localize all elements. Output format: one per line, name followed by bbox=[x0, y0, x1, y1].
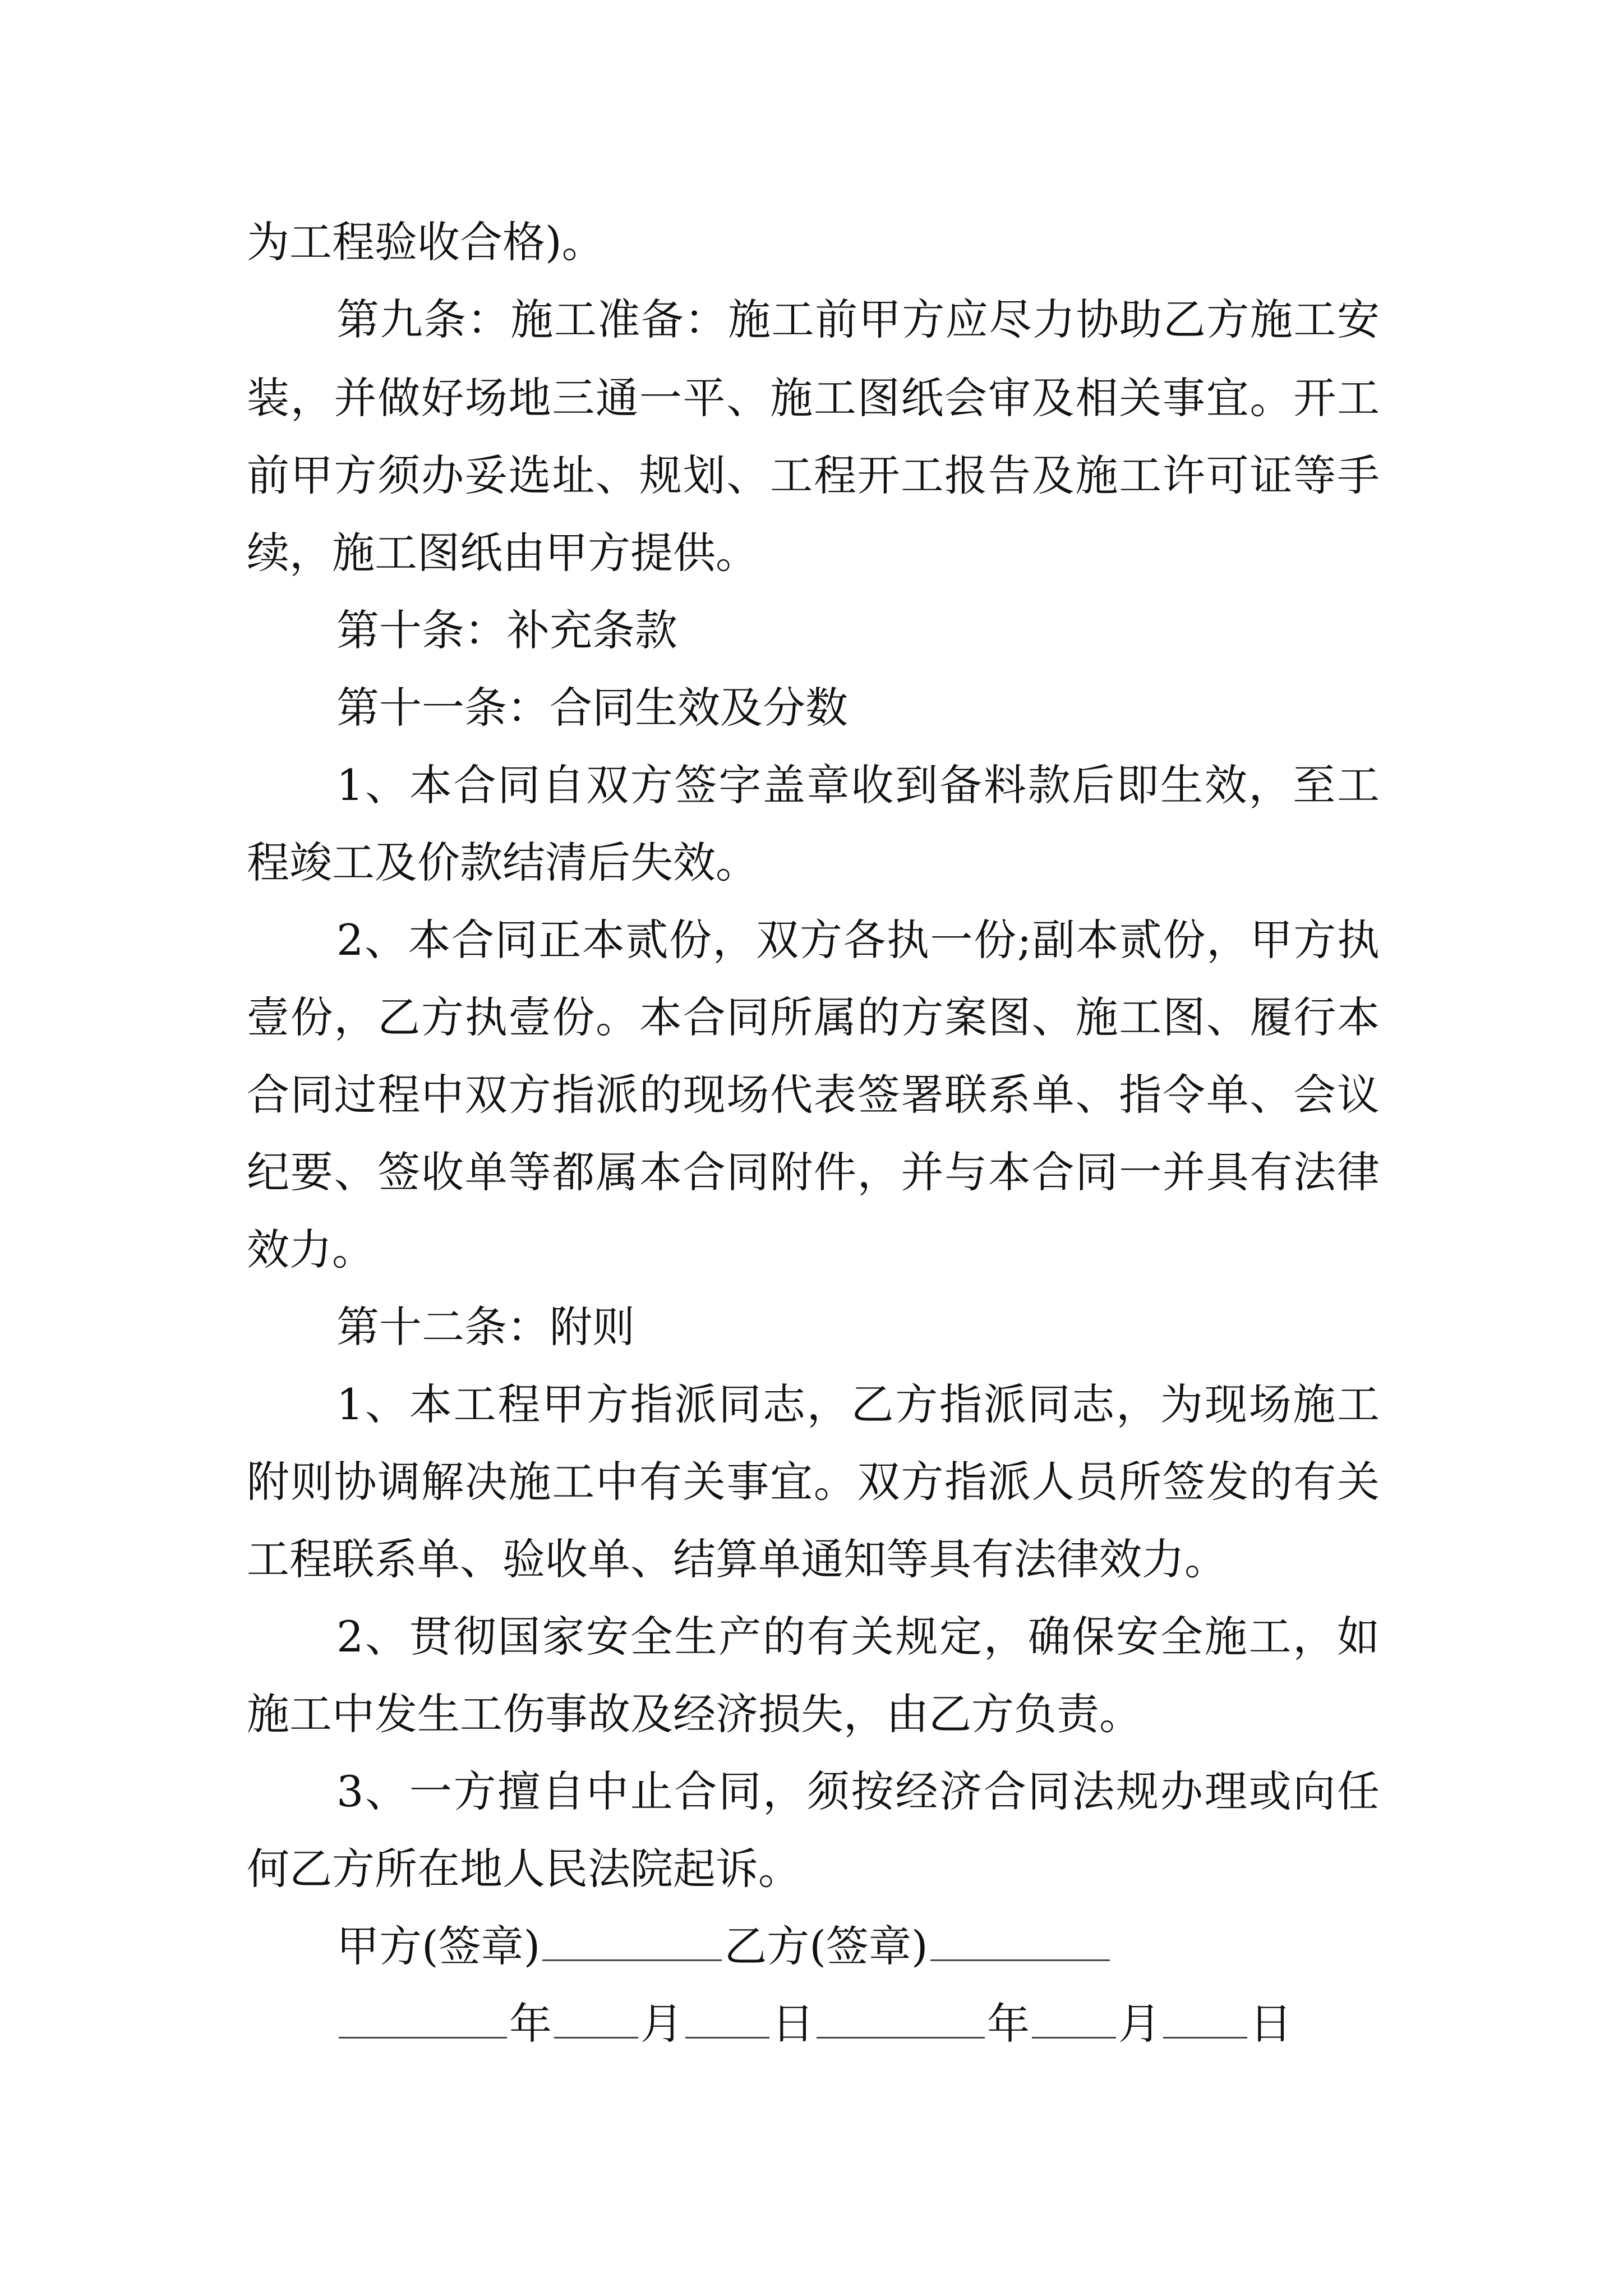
party-b-day-blank bbox=[1163, 1999, 1247, 2039]
paragraph-line: 效力。 bbox=[247, 1225, 375, 1274]
party-a-year-blank bbox=[339, 1999, 507, 2039]
party-b-seal-blank bbox=[930, 1921, 1110, 1961]
clause-12-item-3: 3、一方擅自中止合同，须按经济合同法规办理或向任 bbox=[336, 1766, 1380, 1816]
paragraph-line: 续，施工图纸由甲方提供。 bbox=[247, 528, 758, 578]
year-label: 年 bbox=[987, 1999, 1030, 2049]
party-b-year-blank bbox=[817, 1999, 985, 2039]
paragraph-line: 纪要、签收单等都属本合同附件，并与本合同一并具有法律 bbox=[247, 1147, 1380, 1197]
paragraph-line: 合同过程中双方指派的现场代表签署联系单、指令单、会议 bbox=[247, 1070, 1380, 1120]
clause-10-heading: 第十条：补充条款 bbox=[336, 605, 677, 655]
clause-11-heading: 第十一条：合同生效及分数 bbox=[336, 683, 848, 733]
month-label: 月 bbox=[1118, 1999, 1161, 2049]
clause-11-item-2: 2、本合同正本贰份，双方各执一份;副本贰份，甲方执 bbox=[336, 915, 1380, 965]
clause-12-item-1: 1、本工程甲方指派同志，乙方指派同志，为现场施工 bbox=[336, 1379, 1380, 1429]
paragraph-line: 程竣工及价款结清后失效。 bbox=[247, 838, 758, 887]
party-b-seal-label: 乙方(签章) bbox=[724, 1921, 928, 1971]
paragraph-line: 装，并做好场地三通一平、施工图纸会审及相关事宜。开工 bbox=[247, 373, 1380, 423]
party-a-seal-blank bbox=[542, 1921, 722, 1961]
day-label: 日 bbox=[1249, 1999, 1292, 2049]
day-label: 日 bbox=[772, 1999, 814, 2049]
party-a-day-blank bbox=[685, 1999, 769, 2039]
paragraph-line: 施工中发生工伤事故及经济损失，由乙方负责。 bbox=[247, 1689, 1142, 1739]
paragraph-line: 工程联系单、验收单、结算单通知等具有法律效力。 bbox=[247, 1534, 1227, 1584]
signature-line bbox=[336, 1913, 1380, 1980]
paragraph-line: 为工程验收合格)。 bbox=[247, 217, 605, 267]
paragraph-line: 前甲方须办妥选址、规划、工程开工报告及施工许可证等手 bbox=[247, 450, 1380, 500]
clause-12-item-2: 2、贯彻国家安全生产的有关规定，确保安全施工，如 bbox=[336, 1612, 1380, 1662]
party-a-month-blank bbox=[554, 1999, 638, 2039]
paragraph-line: 附则协调解决施工中有关事宜。双方指派人员所签发的有关 bbox=[247, 1457, 1380, 1507]
paragraph-line: 壹份，乙方执壹份。本合同所属的方案图、施工图、履行本 bbox=[247, 992, 1380, 1042]
party-b-month-blank bbox=[1032, 1999, 1116, 2039]
clause-11-item-1: 1、本合同自双方签字盖章收到备料款后即生效，至工 bbox=[336, 760, 1380, 810]
month-label: 月 bbox=[640, 1999, 683, 2049]
party-a-seal-label: 甲方(签章) bbox=[336, 1921, 541, 1971]
date-line bbox=[336, 1990, 1380, 2058]
clause-9-line: 第九条：施工准备：施工前甲方应尽力协助乙方施工安 bbox=[336, 295, 1380, 344]
year-label: 年 bbox=[509, 1999, 552, 2049]
paragraph-line: 何乙方所在地人民法院起诉。 bbox=[247, 1844, 801, 1894]
clause-12-heading: 第十二条：附则 bbox=[336, 1302, 635, 1352]
